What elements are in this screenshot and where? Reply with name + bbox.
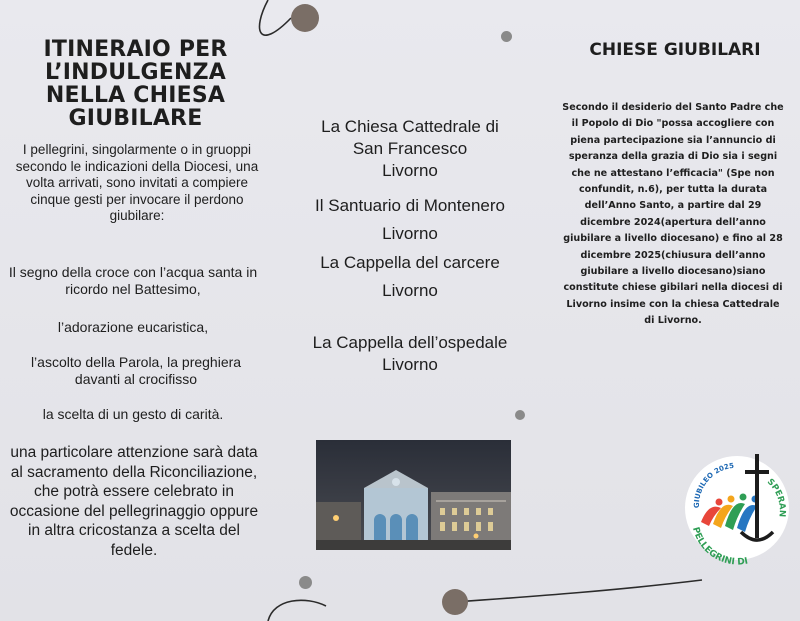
church-city: Livorno — [382, 355, 438, 374]
decor-dot-small — [299, 576, 312, 589]
cathedral-photo — [316, 440, 511, 550]
gesture-item: Il segno della croce con l’acqua santa in ricordo nel Battesimo, — [8, 264, 258, 297]
decor-dot-top — [291, 4, 319, 32]
decor-dot-small — [515, 410, 525, 420]
logo-bottom-text: PELLEGRINI DI — [689, 526, 749, 568]
gesture-item: l’ascolto della Parola, la preghiera davanti al crocifisso — [30, 354, 242, 387]
church-name: La Cappella del carcere — [320, 253, 500, 272]
curve-bottom-right — [455, 580, 702, 602]
church-city: Livorno — [382, 161, 438, 180]
intro-text: I pellegrini, singolarmente o in gruoppi secondo le indicazioni della Diocesi, una volta arrivati, sono invitati a compiere cinque gesti per invocare il perdono giubilare: — [15, 142, 259, 223]
church-city: Livorno — [382, 281, 438, 300]
gesture-item: la scelta di un gesto di carità. — [42, 406, 224, 422]
logo-top-text: GIUBILEO 2025 — [692, 461, 735, 509]
church-city: Livorno — [382, 224, 438, 243]
church-item — [290, 252, 530, 302]
church-item — [290, 195, 530, 245]
church-name: La Cappella dell’ospedale — [312, 333, 508, 352]
jubilee-churches-title: CHIESE GIUBILARI — [589, 40, 761, 60]
itinerary-title: ITINERAIO PER L’INDULGENZA NELLA CHIESA GIUBILARE — [43, 37, 228, 131]
jubilee-description: Secondo il desiderio del Santo Padre che il Popolo di Dio "possa accogliere con piena partecipazione sia l’annuncio di speranza della grazia di Dio sia i segni che ne attestano l’efficacia" (Spe non confundit, n.6), per tutta la durata dell’Anno Santo, a partire dal 29 dicembre 2024(apertura dell’anno giubilare a livello diocesano) e fino al 28 dicembre 2025(chiusura dell’anno giubilare a livello diocesano)siano constitute chiese gibilari nella diocesi di Livorno insime con la chiesa Cattedrale di Livorno. — [562, 102, 784, 327]
logo-side-text: SPERAN — [764, 477, 787, 518]
church-item — [290, 116, 530, 182]
church-name: Il Santuario di Montenero — [315, 196, 505, 215]
church-name: La Chiesa Cattedrale di San Francesco — [321, 117, 499, 158]
gesture-item: l’adorazione eucaristica, — [57, 319, 209, 335]
decor-dot-bottom — [442, 589, 468, 615]
curve-bottom-left — [268, 600, 326, 621]
reconciliation-text: una particolare attenzione sarà data al sacramento della Riconciliazione, che potrà essere celebrato in occasione del pellegrinaggio oppure in altra cricostanza a scelta del fedele. — [9, 444, 259, 559]
jubilee-logo — [683, 452, 791, 570]
church-item — [290, 332, 530, 376]
decor-dot-small — [501, 31, 512, 42]
